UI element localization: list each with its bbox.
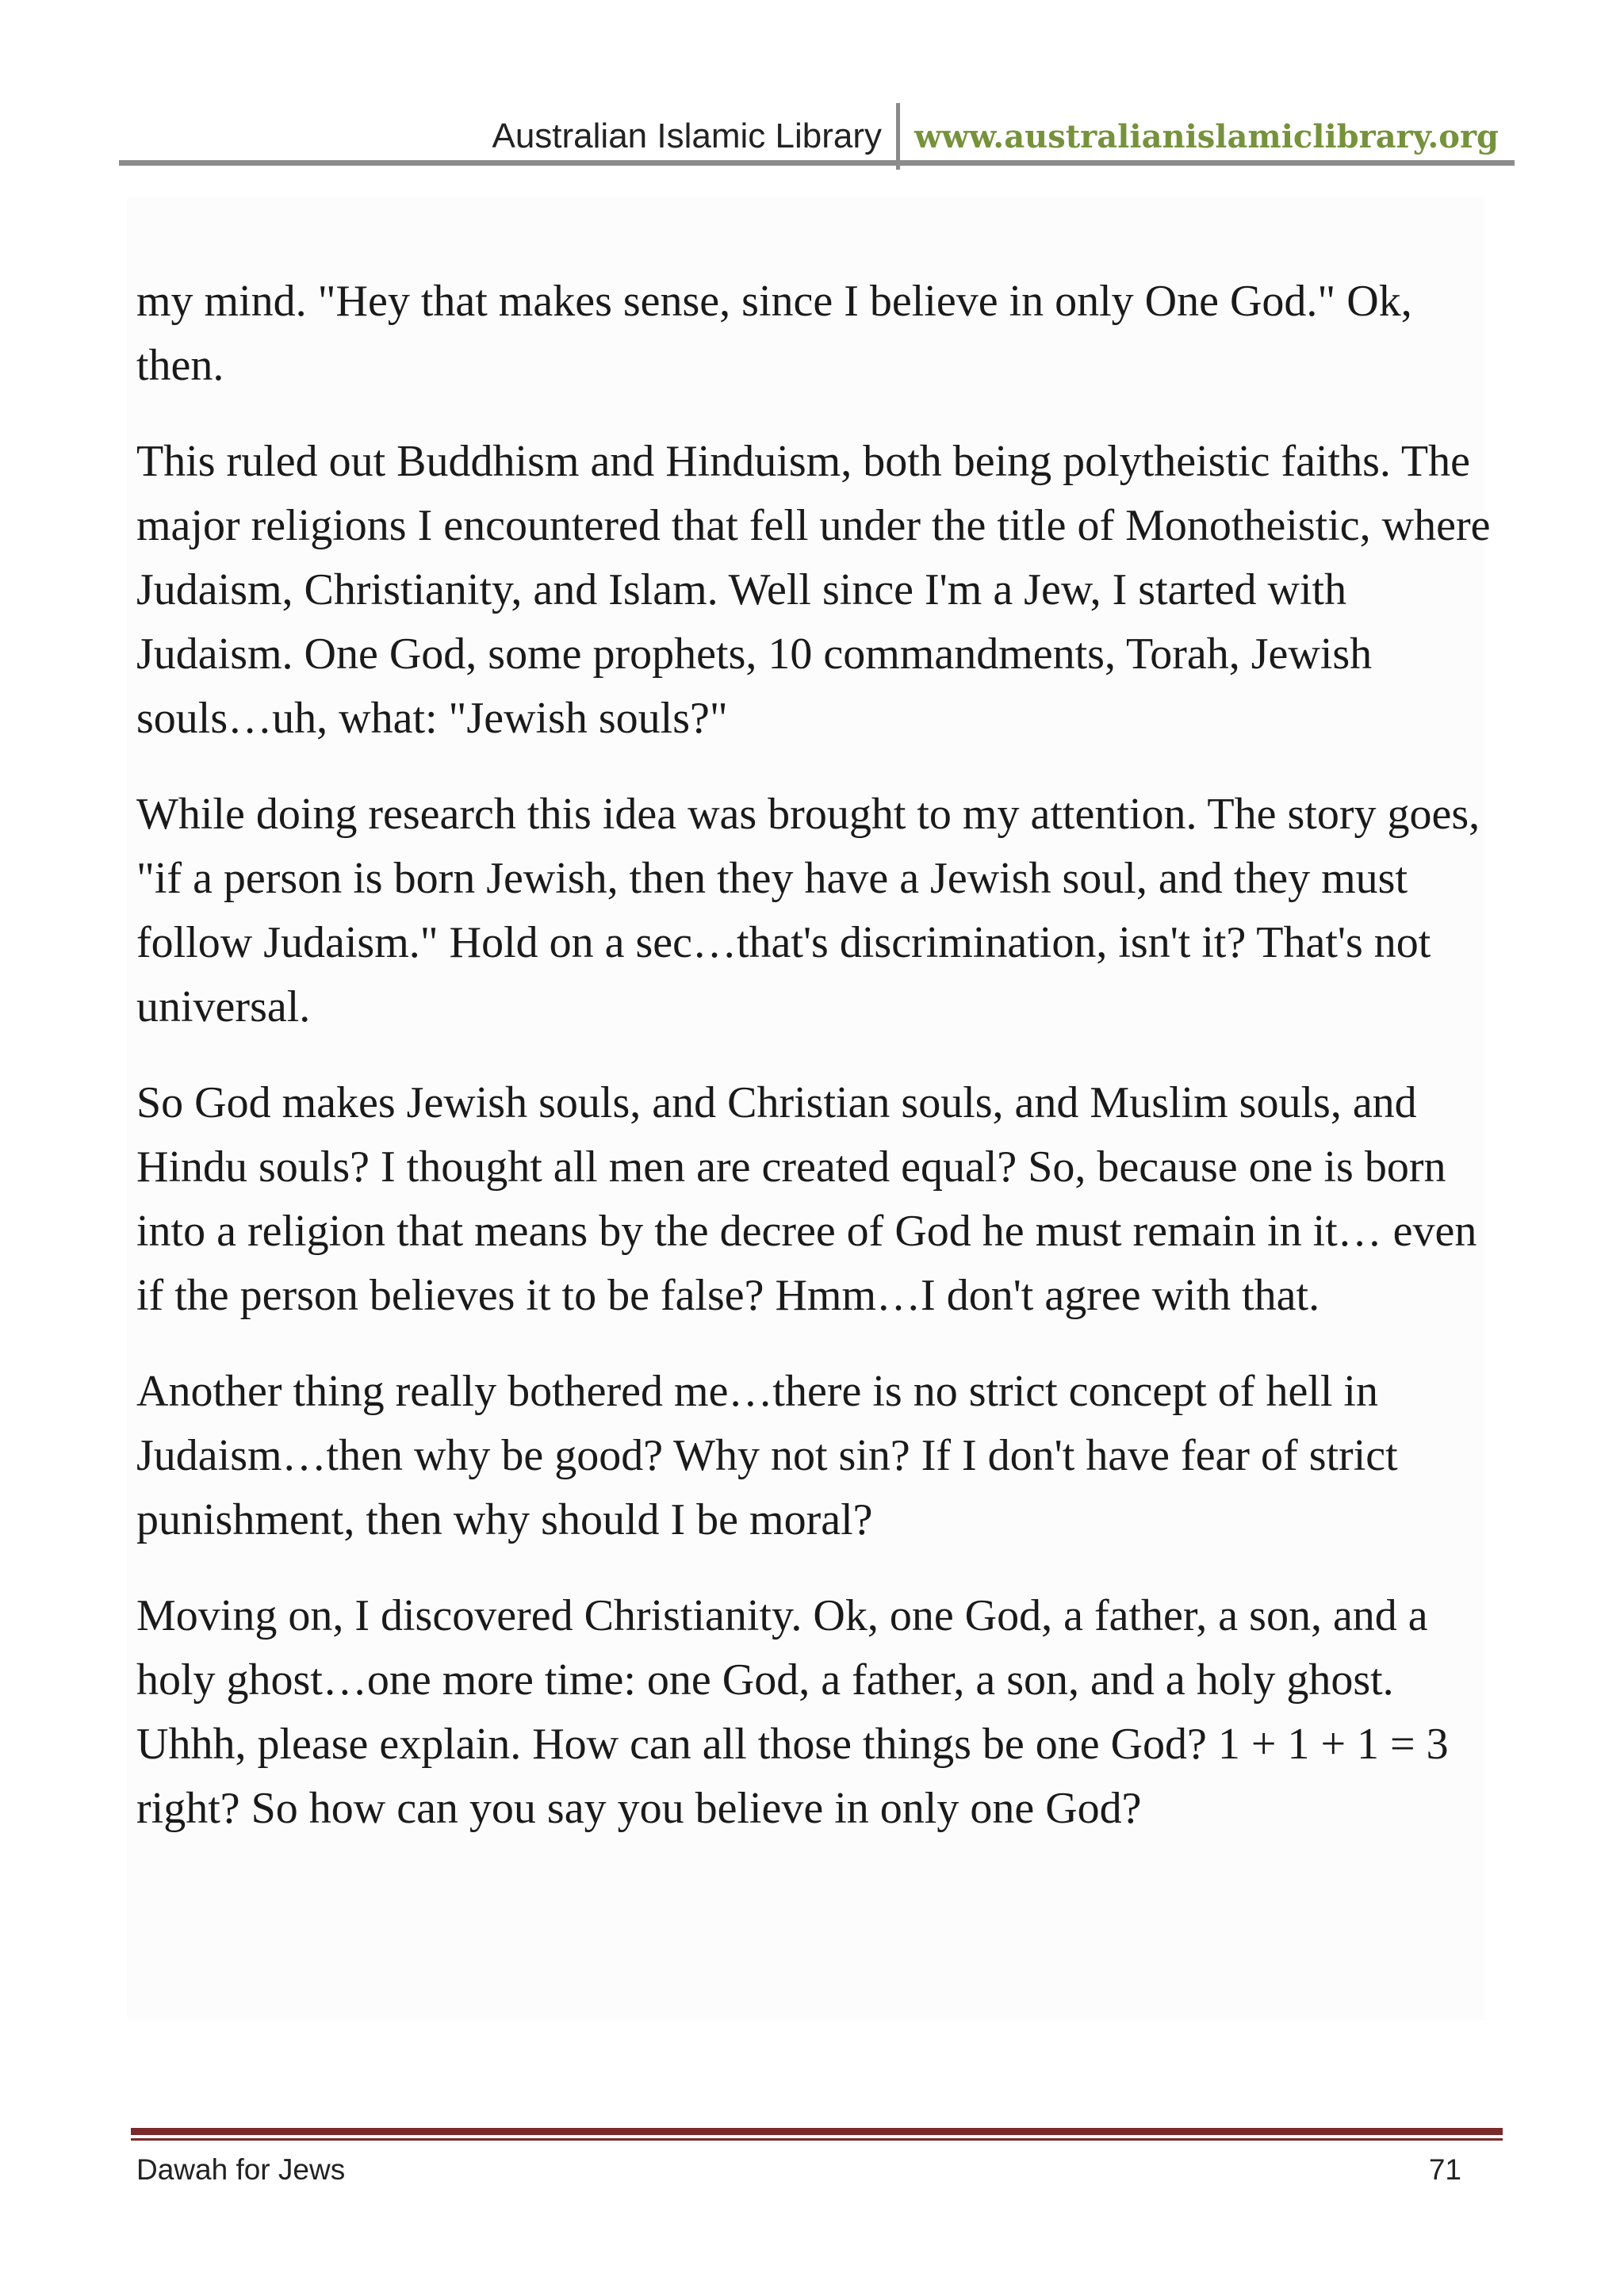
header-url-link[interactable]: www.australianislamiclibrary.org [914,117,1499,155]
header-rule [119,160,1515,166]
paragraph: While doing research this idea was brought to my attention. The story goes, "if a person is born Jewish, then they have a Jewish soul, and they must follow Judaism." Hold on a sec…that's discrimination, isn't it? That's not universal. [136,790,1480,1031]
paragraph: So God makes Jewish souls, and Christian souls, and Muslim souls, and Hindu souls? I thought all men are created equal? So, because one is born into a religion that means by the decree of God he must remain in it… even if the person believes it to be false? Hmm…I don't agree with that. [136,1078,1477,1320]
paragraph: Another thing really bothered me…there is no strict concept of hell in Judaism…then why be good? Why not sin? If I don't have fear of strict punishment, then why should I be moral? [136,1367,1398,1544]
header-library-name: Australian Islamic Library [492,117,882,155]
footer-book-title: Dawah for Jews [136,2153,346,2186]
footer-rule-thin [131,2138,1503,2141]
header-content [492,106,1499,166]
page-header [119,103,1515,163]
footer-page-number: 71 [1428,2153,1461,2186]
footer-rule [131,2128,1503,2135]
body-text [136,270,1500,1873]
paragraph: Moving on, I discovered Christianity. Ok, one God, a father, a son, and a holy ghost…one more time: one God, a father, a son, and a holy ghost. Uhhh, please explain. How can all those things be one God? 1 + 1 + 1 = 3 right? So how can you say you believe in only one God? [136,1591,1449,1833]
paragraph: This ruled out Buddhism and Hinduism, both being polytheistic faiths. The major religions I encountered that fell under the title of Monotheistic, where Judaism, Christianity, and Islam. Well since I'm a Jew, I started with Judaism. One God, some prophets, 10 commandments, Torah, Jewish souls…uh, what: "Jewish souls?" [136,437,1491,743]
paragraph: my mind. "Hey that makes sense, since I believe in only One God." Ok, then. [136,277,1412,390]
